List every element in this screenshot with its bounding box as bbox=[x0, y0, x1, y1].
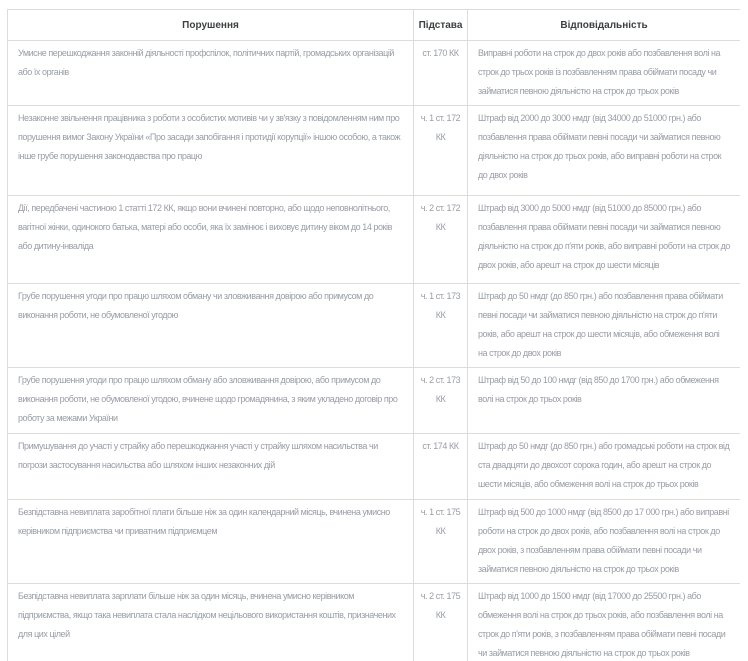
cell-basis: ч. 2 ст. 172 КК bbox=[414, 196, 468, 284]
cell-basis: ч. 1 ст. 172 КК bbox=[414, 106, 468, 196]
table-row bbox=[8, 368, 741, 434]
cell-basis: ч. 2 ст. 175 КК bbox=[414, 584, 468, 661]
cell-basis: ч. 1 ст. 175 КК bbox=[414, 500, 468, 584]
cell-violation: Дії, передбачені частиною 1 статті 172 КК, якщо вони вчинені повторно, або щодо неповнолітнього, вагітної жінки, одинокого батька, матері або особи, яка їх замінює і виховує дитину віком до 14 років або дитину-інваліда bbox=[8, 196, 414, 284]
table-row bbox=[8, 500, 741, 584]
cell-violation: Грубе порушення угоди про працю шляхом обману або зловживання довірою, або примусом до виконання роботи, не обумовленої угодою, вчинене щодо громадянина, з яким укладено договір про роботу за межами України bbox=[8, 368, 414, 434]
cell-violation: Грубе порушення угоди про працю шляхом обману чи зловживання довірою або примусом до виконання роботи, не обумовленої угодою bbox=[8, 284, 414, 368]
cell-responsibility: Штраф від 3000 до 5000 нмдг (від 51000 до 85000 грн.) або позбавлення права обіймати певні посади чи займатися певною діяльністю на строк до п'яти років, або виправні роботи на строк до двох років, або арешт на строк до шести місяців bbox=[468, 196, 741, 284]
column-header-basis: Підстава bbox=[414, 10, 468, 41]
table-row bbox=[8, 434, 741, 500]
cell-responsibility: Штраф до 50 нмдг (до 850 грн.) або громадські роботи на строк від ста двадцяти до двохсот сорока годин, або арешт на строк до шести місяців, або обмеження волі на строк до трьох років bbox=[468, 434, 741, 500]
table-row bbox=[8, 41, 741, 106]
penalties-table-container bbox=[7, 9, 740, 661]
cell-violation: Незаконне звільнення працівника з роботи з особистих мотивів чи у зв'язку з повідомленням ним про порушення вимог Закону України «Про засади запобігання і протидії корупції» іншою особою, а також інше грубе порушення законодавства про працю bbox=[8, 106, 414, 196]
table-row bbox=[8, 584, 741, 661]
column-header-violation: Порушення bbox=[8, 10, 414, 41]
cell-responsibility: Штраф від 1000 до 1500 нмдг (від 17000 до 25500 грн.) або обмеження волі на строк до трьох років, або позбавлення волі на строк до п'яти років, з позбавленням права обіймати певні посади чи займатися певною діяльністю на строк до трьох років bbox=[468, 584, 741, 661]
cell-violation: Примушування до участі у страйку або перешкоджання участі у страйку шляхом насильства чи погрози застосування насильства або шляхом інших незаконних дій bbox=[8, 434, 414, 500]
table-row bbox=[8, 196, 741, 284]
cell-responsibility: Штраф від 500 до 1000 нмдг (від 8500 до 17 000 грн.) або виправні роботи на строк до двох років, або позбавлення волі на строк до двох років, з позбавленням права обіймати певні посади чи займатися певною діяльністю на строк до трьох років bbox=[468, 500, 741, 584]
cell-responsibility: Штраф від 2000 до 3000 нмдг (від 34000 до 51000 грн.) або позбавлення права обіймати певні посади чи займатися певною діяльністю на строк до трьох років, або виправні роботи на строк до двох років bbox=[468, 106, 741, 196]
cell-responsibility: Штраф від 50 до 100 нмдг (від 850 до 1700 грн.) або обмеження волі на строк до трьох років bbox=[468, 368, 741, 434]
column-header-responsibility: Відповідальність bbox=[468, 10, 741, 41]
cell-responsibility: Виправні роботи на строк до двох років або позбавлення волі на строк до трьох років із позбавленням права обіймати посаду чи займатися певною діяльністю на строк до трьох років bbox=[468, 41, 741, 106]
cell-basis: ст. 170 КК bbox=[414, 41, 468, 106]
cell-violation: Умисне перешкоджання законній діяльності профспілок, політичних партій, громадських організацій або їх органів bbox=[8, 41, 414, 106]
cell-basis: ч. 2 ст. 173 КК bbox=[414, 368, 468, 434]
cell-violation: Безпідставна невиплата заробітної плати більше ніж за один календарний місяць, вчинена умисно керівником підприємства чи приватним підприємцем bbox=[8, 500, 414, 584]
cell-basis: ст. 174 КК bbox=[414, 434, 468, 500]
table-row bbox=[8, 284, 741, 368]
cell-responsibility: Штраф до 50 нмдг (до 850 грн.) або позбавлення права обіймати певні посади чи займатися певною діяльністю на строк до п'яти років, або арешт на строк до шести місяців, або обмеження волі на строк до двох років bbox=[468, 284, 741, 368]
cell-violation: Безпідставна невиплата зарплати більше ніж за один місяць, вчинена умисно керівником підприємства, якщо така невиплата стала наслідком нецільового використання коштів, призначених для цих цілей bbox=[8, 584, 414, 661]
penalties-table bbox=[7, 9, 740, 661]
table-row bbox=[8, 106, 741, 196]
table-header-row bbox=[8, 10, 741, 41]
cell-basis: ч. 1 ст. 173 КК bbox=[414, 284, 468, 368]
